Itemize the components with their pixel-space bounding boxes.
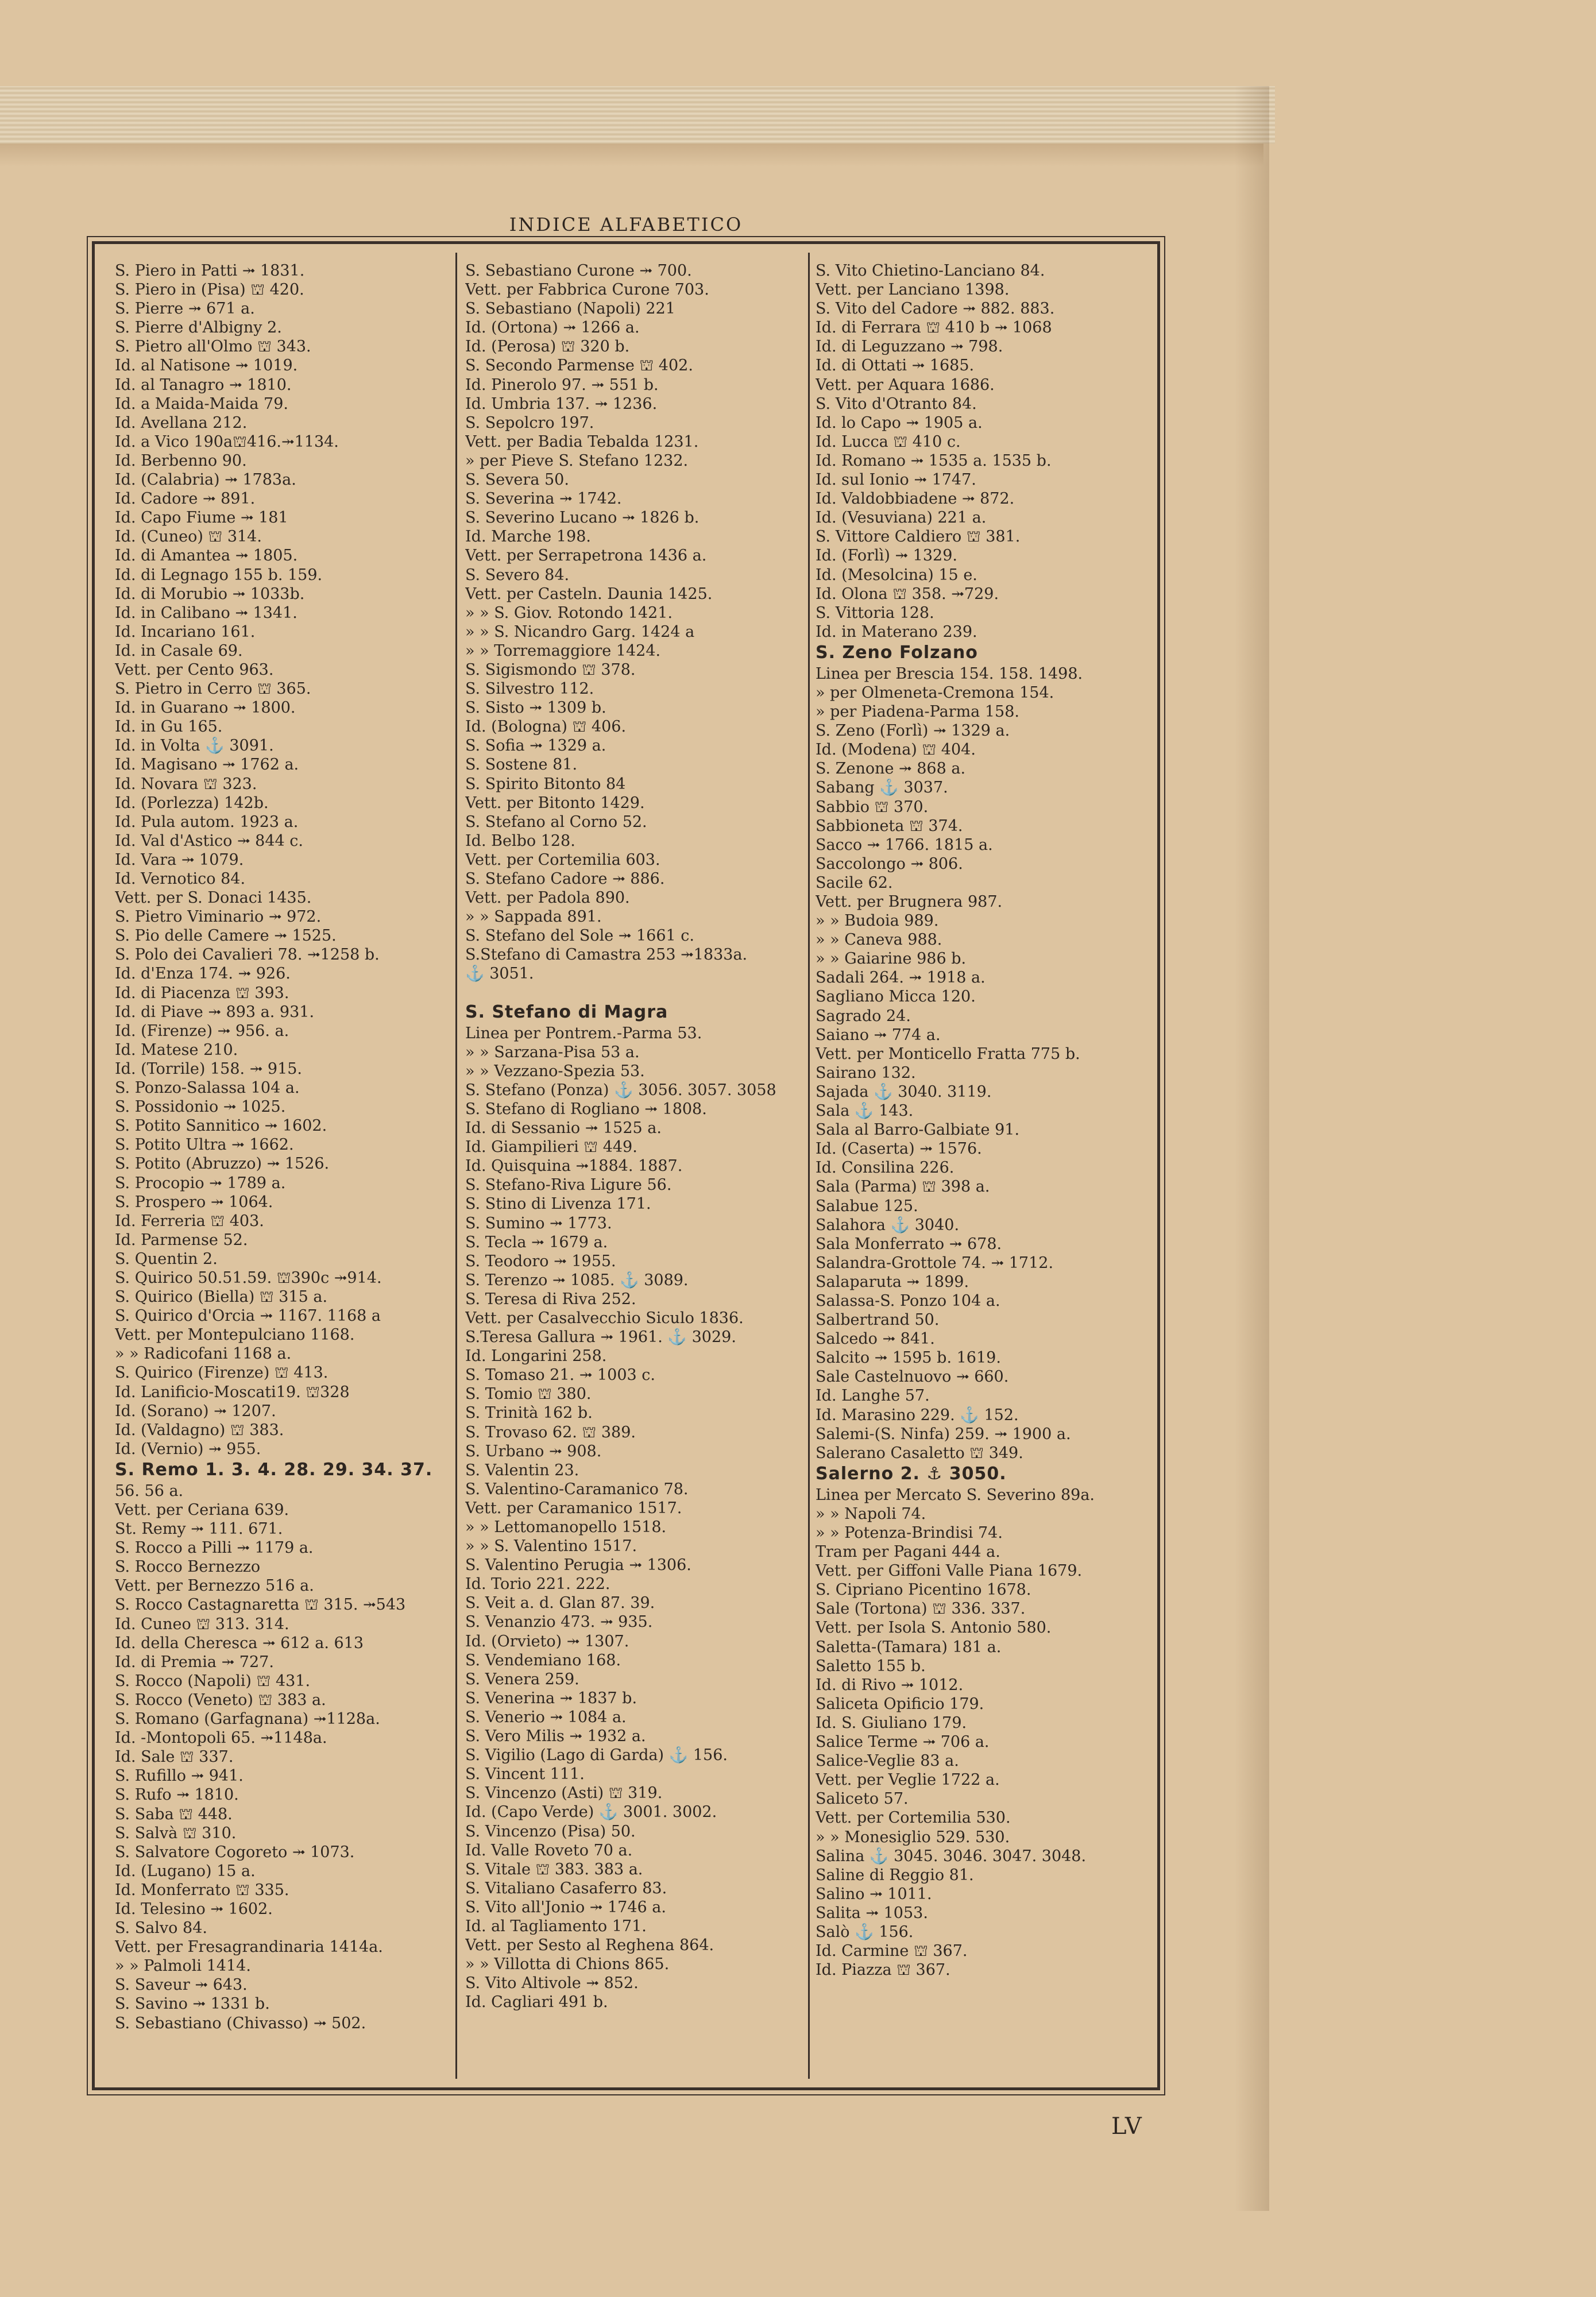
index-entry: S. Pierre d'Albigny 2.	[115, 319, 282, 337]
index-entry: S. Venerina ⤞ 1837 b.	[465, 1689, 637, 1707]
index-entry: S. Trinità 162 b.	[465, 1404, 593, 1422]
index-entry: S. Vittore Caldiero ⛫ 381.	[816, 528, 1021, 546]
index-entry: Salice Terme ⤞ 706 a.	[816, 1733, 990, 1751]
index-entry: S. Pierre ⤞ 671 a.	[115, 300, 255, 318]
index-entry: Id. in Gu 165.	[115, 718, 223, 736]
index-entry: Id. Marche 198.	[465, 528, 591, 546]
index-entry: Id. Vernotico 84.	[115, 870, 246, 888]
index-entry: Sale Castelnuovo ⤞ 660.	[816, 1368, 1009, 1386]
index-entry: Id. in Calibano ⤞ 1341.	[115, 604, 297, 622]
index-entry: Id. a Vico 190a⛫416.⤞1134.	[115, 432, 339, 451]
index-entry: S. Severo 84.	[465, 566, 570, 584]
index-entry: Salandra-Grottole 74. ⤞ 1712.	[816, 1254, 1054, 1272]
index-entry: Id. (Orvieto) ⤞ 1307.	[465, 1632, 629, 1650]
index-entry: Id. d'Enza 174. ⤞ 926.	[115, 965, 291, 983]
index-entry: S. Vitaliano Casaferro 83.	[465, 1879, 667, 1897]
index-entry: Id. (Mesolcina) 15 e.	[816, 566, 977, 584]
index-entry: Sala Monferrato ⤞ 678.	[816, 1235, 1002, 1253]
index-entry: Id. Cuneo ⛫ 313. 314.	[115, 1615, 289, 1633]
index-entry: Id. Lucca ⛫ 410 c.	[816, 432, 961, 451]
index-entry: Id. Matese 210.	[115, 1041, 238, 1059]
index-entry: Linea per Pontrem.-Parma 53.	[465, 1024, 702, 1042]
index-entry: Salcito ⤞ 1595 b. 1619.	[816, 1349, 1001, 1367]
index-entry: Id. (Firenze) ⤞ 956. a.	[115, 1022, 289, 1040]
index-entry: S. Saveur ⤞ 643.	[115, 1976, 248, 1994]
index-entry: Salerno 2. ⚓ 3050.	[816, 1463, 1007, 1484]
index-entry: Sabbio ⛫ 370.	[816, 798, 929, 816]
index-entry: Salice-Veglie 83 a.	[816, 1752, 959, 1770]
index-entry: S. Zeno (Forlì) ⤞ 1329 a.	[816, 722, 1010, 740]
index-entry: S. Pietro in Cerro ⛫ 365.	[115, 680, 311, 698]
page-edge-stack	[0, 86, 1275, 144]
index-entry: Id. Telesino ⤞ 1602.	[115, 1900, 273, 1918]
index-entry: Id. Giampilieri ⛫ 449.	[465, 1138, 637, 1157]
index-entry: S. Vito all'Jonio ⤞ 1746 a.	[465, 1898, 666, 1916]
index-entry: S. Ponzo-Salassa 104 a.	[115, 1079, 300, 1097]
index-entry: S. Tecla ⤞ 1679 a.	[465, 1233, 608, 1251]
index-entry: Id. Cagliari 491 b.	[465, 1993, 608, 2012]
index-entry: S. Polo dei Cavalieri 78. ⤞1258 b.	[115, 946, 380, 964]
index-entry: S. Vitale ⛫ 383. 383 a.	[465, 1860, 643, 1878]
index-entry: S. Severino Lucano ⤞ 1826 b.	[465, 509, 700, 527]
index-entry: » » S. Giov. Rotondo 1421.	[465, 604, 673, 622]
index-entry: Id. (Capo Verde) ⚓ 3001. 3002.	[465, 1803, 717, 1822]
index-entry: S. Stefano di Rogliano ⤞ 1808.	[465, 1100, 707, 1118]
index-entry: Saccolongo ⤞ 806.	[816, 854, 963, 873]
index-entry: Id. Berbenno 90.	[115, 451, 247, 470]
index-entry: Vett. per Lanciano 1398.	[816, 281, 1010, 299]
index-entry: S. Vito Altivole ⤞ 852.	[465, 1974, 639, 1993]
index-entry: Id. Marasino 229. ⚓ 152.	[816, 1406, 1019, 1424]
index-column-1	[115, 261, 448, 2087]
index-entry: S. Teodoro ⤞ 1955.	[465, 1252, 616, 1270]
index-entry: Id. Lanificio-Moscati19. ⛫328	[115, 1383, 350, 1401]
index-entry: Saline di Reggio 81.	[816, 1866, 974, 1884]
index-entry: S. Procopio ⤞ 1789 a.	[115, 1174, 286, 1192]
index-entry: Id. al Tanagro ⤞ 1810.	[115, 376, 292, 394]
index-entry: S.Stefano di Camastra 253 ⤞1833a.	[465, 946, 748, 964]
index-entry: Id. (Vesuviana) 221 a.	[816, 509, 987, 527]
index-entry: Id. di Rivo ⤞ 1012.	[816, 1676, 964, 1694]
index-entry: Id. Magisano ⤞ 1762 a.	[115, 756, 299, 774]
index-entry: » » Monesiglio 529. 530.	[816, 1828, 1010, 1846]
index-entry: S. Stefano di Magra	[465, 1001, 668, 1022]
index-entry: Vett. per Aquara 1686.	[816, 376, 995, 394]
index-entry: Id. Pula autom. 1923 a.	[115, 813, 299, 831]
index-entry: Id. di Ottati ⤞ 1685.	[816, 357, 975, 375]
index-entry: Id. sul Ionio ⤞ 1747.	[816, 471, 976, 489]
index-entry: S. Romano (Garfagnana) ⤞1128a.	[115, 1710, 380, 1728]
index-entry: Tram per Pagani 444 a.	[816, 1543, 1000, 1561]
index-entry: Id. (Torrile) 158. ⤞ 915.	[115, 1059, 303, 1078]
index-entry: S. Urbano ⤞ 908.	[465, 1442, 602, 1460]
index-entry: Vett. per Cento 963.	[115, 660, 274, 679]
index-entry: S.Teresa Gallura ⤞ 1961. ⚓ 3029.	[465, 1328, 736, 1347]
index-entry: Id. di Ferrara ⛫ 410 b ⤞ 1068	[816, 319, 1052, 337]
index-entry: Id. Ferreria ⛫ 403.	[115, 1212, 264, 1230]
index-entry: Id. (Caserta) ⤞ 1576.	[816, 1140, 982, 1158]
index-entry: Id. di Amantea ⤞ 1805.	[115, 547, 298, 565]
index-entry: Id. in Casale 69.	[115, 641, 243, 660]
index-entry: Id. Consilina 226.	[816, 1159, 954, 1177]
index-entry: S. Rufillo ⤞ 941.	[115, 1767, 244, 1785]
index-entry: Sadali 264. ⤞ 1918 a.	[816, 969, 986, 987]
index-entry: Id. in Guarano ⤞ 1800.	[115, 699, 296, 717]
index-entry: Id. al Natisone ⤞ 1019.	[115, 357, 298, 375]
index-entry: Id. (Porlezza) 142b.	[115, 794, 269, 812]
index-entry: Sacile 62.	[816, 873, 893, 892]
index-entry: S. Saba ⛫ 448.	[115, 1805, 233, 1823]
index-column-2	[465, 261, 804, 2087]
index-entry: » » Radicofani 1168 a.	[115, 1345, 292, 1363]
index-entry: Id. Incariano 161.	[115, 622, 256, 641]
index-entry: Vett. per Isola S. Antonio 580.	[816, 1619, 1052, 1637]
index-entry: S. Piero in (Pisa) ⛫ 420.	[115, 281, 304, 299]
index-entry: S. Rocco (Veneto) ⛫ 383 a.	[115, 1691, 326, 1709]
index-entry: Salemi-(S. Ninfa) 259. ⤞ 1900 a.	[816, 1425, 1071, 1443]
index-entry: Id. -Montopoli 65. ⤞1148a.	[115, 1729, 327, 1747]
index-entry: Id. Piazza ⛫ 367.	[816, 1961, 950, 1979]
index-entry: Id. di Leguzzano ⤞ 798.	[816, 338, 1003, 356]
index-entry: S. Prospero ⤞ 1064.	[115, 1193, 273, 1211]
index-entry: S. Quirico 50.51.59. ⛫390c ⤞914.	[115, 1269, 382, 1287]
index-entry: S. Tomaso 21. ⤞ 1003 c.	[465, 1366, 655, 1385]
index-entry: S. Pio delle Camere ⤞ 1525.	[115, 927, 337, 945]
index-entry: » per Piadena-Parma 158.	[816, 703, 1019, 721]
index-entry: S. Piero in Patti ⤞ 1831.	[115, 262, 305, 280]
index-entry: Id. Valle Roveto 70 a.	[465, 1841, 633, 1859]
index-entry: Id. (Modena) ⛫ 404.	[816, 741, 976, 759]
index-entry: Salcedo ⤞ 841.	[816, 1330, 935, 1348]
index-entry: S. Severa 50.	[465, 471, 569, 489]
index-entry: » » Lettomanopello 1518.	[465, 1518, 667, 1536]
index-entry: S. Sebastiano Curone ⤞ 700.	[465, 262, 692, 280]
index-entry: S. Vincent 111.	[465, 1765, 585, 1784]
index-entry: Id. (Calabria) ⤞ 1783a.	[115, 471, 296, 489]
index-entry: Vett. per Montepulciano 1168.	[115, 1326, 355, 1344]
index-entry: 56. 56 a.	[115, 1482, 184, 1500]
index-entry: S. Silvestro 112.	[465, 680, 594, 698]
index-entry: S. Valentino-Caramanico 78.	[465, 1480, 689, 1498]
index-entry: Id. di Sessanio ⤞ 1525 a.	[465, 1119, 662, 1138]
index-entry: St. Remy ⤞ 111. 671.	[115, 1520, 283, 1538]
index-entry: Id. (Bologna) ⛫ 406.	[465, 718, 627, 736]
index-entry: S. Zeno Folzano	[816, 642, 978, 663]
index-entry: S. Vito del Cadore ⤞ 882. 883.	[816, 300, 1055, 318]
index-entry: Id. (Lugano) 15 a.	[115, 1862, 256, 1880]
index-entry: S. Terenzo ⤞ 1085. ⚓ 3089.	[465, 1271, 689, 1289]
index-entry: Id. Romano ⤞ 1535 a. 1535 b.	[816, 451, 1052, 470]
page-fold-shadow	[0, 144, 1263, 167]
index-entry: Vett. per Caramanico 1517.	[465, 1499, 682, 1517]
index-entry: S. Vero Milis ⤞ 1932 a.	[465, 1727, 646, 1746]
index-entry: Id. Parmense 52.	[115, 1231, 248, 1249]
index-entry: S. Quirico (Firenze) ⛫ 413.	[115, 1364, 329, 1382]
index-entry: Linea per Mercato S. Severino 89a.	[816, 1486, 1095, 1504]
index-entry: S. Severina ⤞ 1742.	[465, 490, 622, 508]
index-entry: S. Sebastiano (Chivasso) ⤞ 502.	[115, 2014, 366, 2032]
index-entry: S. Teresa di Riva 252.	[465, 1290, 636, 1308]
index-entry: S. Sisto ⤞ 1309 b.	[465, 699, 606, 717]
index-entry: S. Vendemiano 168.	[465, 1651, 621, 1669]
index-entry: Salina ⚓ 3045. 3046. 3047. 3048.	[816, 1847, 1087, 1865]
index-entry: S. Rocco Bernezzo	[115, 1558, 261, 1576]
index-entry: » » Villotta di Chions 865.	[465, 1955, 670, 1974]
index-entry: Id. (Forlì) ⤞ 1329.	[816, 547, 957, 565]
index-entry: S. Remo 1. 3. 4. 28. 29. 34. 37.	[115, 1459, 433, 1480]
index-entry: Vett. per Sesto al Reghena 864.	[465, 1936, 714, 1955]
index-entry: Id. Capo Fiume ⤞ 181	[115, 509, 288, 527]
index-entry: Sairano 132.	[816, 1064, 916, 1082]
index-column-3	[816, 261, 1154, 2087]
index-entry: Saliceto 57.	[816, 1790, 909, 1808]
index-entry: Salò ⚓ 156.	[816, 1923, 914, 1941]
index-entry: Salerano Casaletto ⛫ 349.	[816, 1444, 1023, 1462]
column-rule-2	[808, 253, 810, 2079]
index-entry: Vett. per Serrapetrona 1436 a.	[465, 547, 707, 565]
index-entry: Id. di Premia ⤞ 727.	[115, 1653, 274, 1671]
index-entry: Sacco ⤞ 1766. 1815 a.	[816, 836, 993, 854]
index-entry: Vett. per Brugnera 987.	[816, 893, 1003, 911]
index-entry: Id. Monferrato ⛫ 335.	[115, 1881, 289, 1899]
index-entry: S. Stefano al Corno 52.	[465, 813, 647, 831]
index-entry: S. Salvatore Cogoreto ⤞ 1073.	[115, 1843, 355, 1861]
index-entry: Id. in Volta ⚓ 3091.	[115, 737, 274, 755]
index-entry: Id. Val d'Astico ⤞ 844 c.	[115, 832, 303, 850]
index-entry: S. Stefano Cadore ⤞ 886.	[465, 870, 665, 888]
index-entry: Vett. per Cortemilia 603.	[465, 850, 660, 869]
column-rule-1	[455, 253, 457, 2079]
index-entry: Id. Longarini 258.	[465, 1347, 607, 1366]
index-entry: S. Rocco (Napoli) ⛫ 431.	[115, 1672, 311, 1690]
index-entry: Id. (Vernio) ⤞ 955.	[115, 1440, 261, 1458]
index-entry: S. Quentin 2.	[115, 1250, 218, 1268]
index-entry: Sabang ⚓ 3037.	[816, 779, 948, 797]
index-entry: S. Vittoria 128.	[816, 604, 934, 622]
index-entry: S. Vito d'Otranto 84.	[816, 395, 977, 413]
index-entry: Id. Umbria 137. ⤞ 1236.	[465, 395, 658, 413]
index-entry: Sagliano Micca 120.	[816, 988, 976, 1006]
index-entry: S. Valentino Perugia ⤞ 1306.	[465, 1556, 691, 1575]
index-entry: Id. Avellana 212.	[115, 413, 248, 432]
index-entry: Vett. per Fresagrandinaria 1414a.	[115, 1938, 383, 1956]
index-entry: S. Possidonio ⤞ 1025.	[115, 1098, 286, 1116]
index-entry: S. Sostene 81.	[465, 756, 578, 774]
index-entry: » » Torremaggiore 1424.	[465, 641, 661, 660]
index-entry: Id. Carmine ⛫ 367.	[816, 1942, 968, 1960]
index-entry: S. Sofia ⤞ 1329 a.	[465, 737, 606, 755]
index-entry: S. Vincenzo (Asti) ⛫ 319.	[465, 1784, 663, 1803]
index-entry: Saletto 155 b.	[816, 1657, 926, 1675]
index-entry: S. Rocco Castagnaretta ⛫ 315. ⤞543	[115, 1596, 406, 1614]
index-entry: Vett. per Casalvecchio Siculo 1836.	[465, 1309, 744, 1327]
index-entry: » » Budoia 989.	[816, 912, 939, 930]
index-entry: Id. in Materano 239.	[816, 622, 977, 641]
index-entry: Vett. per Veglie 1722 a.	[816, 1771, 1000, 1789]
index-entry: » » Palmoli 1414.	[115, 1957, 251, 1975]
index-entry: S. Venera 259.	[465, 1670, 579, 1688]
index-entry: S. Sigismondo ⛫ 378.	[465, 660, 636, 679]
running-head: INDICE ALFABETICO	[509, 214, 743, 235]
index-entry: S. Pietro Viminario ⤞ 972.	[115, 908, 322, 926]
index-entry: Id. Quisquina ⤞1884. 1887.	[465, 1157, 683, 1175]
index-entry: S. Venanzio 473. ⤞ 935.	[465, 1613, 653, 1631]
index-entry: Id. della Cheresca ⤞ 612 a. 613	[115, 1634, 364, 1652]
index-entry: S. Potito (Abruzzo) ⤞ 1526.	[115, 1155, 330, 1173]
index-entry: Id. di Piacenza ⛫ 393.	[115, 984, 289, 1002]
index-entry: S. Stefano del Sole ⤞ 1661 c.	[465, 927, 694, 945]
index-entry: Saliceta Opificio 179.	[816, 1695, 984, 1713]
index-entry: Linea per Brescia 154. 158. 1498.	[816, 664, 1083, 683]
index-entry: Id. (Sorano) ⤞ 1207.	[115, 1402, 276, 1420]
index-entry: Sajada ⚓ 3040. 3119.	[816, 1082, 992, 1101]
index-entry: Sala ⚓ 143.	[816, 1102, 914, 1120]
index-entry: Salabue 125.	[816, 1197, 918, 1215]
index-entry: Id. (Ortona) ⤞ 1266 a.	[465, 319, 640, 337]
index-entry: Id. Vara ⤞ 1079.	[115, 850, 244, 869]
index-entry: S. Sepolcro 197.	[465, 413, 594, 432]
index-entry: Id. a Maida-Maida 79.	[115, 395, 288, 413]
index-entry: Id. Pinerolo 97. ⤞ 551 b.	[465, 376, 659, 394]
index-entry: Id. (Perosa) ⛫ 320 b.	[465, 338, 630, 356]
index-entry	[465, 984, 804, 1001]
index-entry: S. Rufo ⤞ 1810.	[115, 1786, 239, 1804]
index-entry: » » S. Valentino 1517.	[465, 1537, 637, 1556]
index-entry: Vett. per Monticello Fratta 775 b.	[816, 1045, 1080, 1063]
index-entry: S. Tomio ⛫ 380.	[465, 1385, 592, 1403]
index-entry: S. Sumino ⤞ 1773.	[465, 1214, 612, 1232]
index-entry: Salita ⤞ 1053.	[816, 1904, 928, 1922]
index-entry: Id. lo Capo ⤞ 1905 a.	[816, 413, 983, 432]
index-entry: S. Valentin 23.	[465, 1461, 579, 1479]
index-entry: S. Secondo Parmense ⛫ 402.	[465, 357, 693, 375]
index-entry: Id. Langhe 57.	[816, 1387, 930, 1405]
index-entry: Sala al Barro-Galbiate 91.	[816, 1121, 1020, 1139]
index-entry: S. Vigilio (Lago di Garda) ⚓ 156.	[465, 1746, 728, 1765]
index-entry: S. Stino di Livenza 171.	[465, 1195, 651, 1213]
index-entry: » » Gaiarine 986 b.	[816, 950, 967, 968]
index-entry: Id. S. Giuliano 179.	[816, 1714, 967, 1732]
index-entry: S. Vito Chietino-Lanciano 84.	[816, 262, 1045, 280]
index-entry: » » S. Nicandro Garg. 1424 a	[465, 622, 695, 641]
index-entry: Id. (Valdagno) ⛫ 383.	[115, 1421, 284, 1439]
index-entry: S. Zenone ⤞ 868 a.	[816, 760, 966, 778]
index-entry: Vett. per Giffoni Valle Piana 1679.	[816, 1562, 1083, 1580]
index-entry: Salbertrand 50.	[816, 1311, 940, 1329]
index-entry: Saiano ⤞ 774 a.	[816, 1026, 941, 1044]
index-entry: Vett. per Cortemilia 530.	[816, 1809, 1011, 1827]
index-entry: S. Sebastiano (Napoli) 221	[465, 300, 675, 318]
index-entry: Vett. per Ceriana 639.	[115, 1501, 289, 1519]
index-entry: Id. Sale ⛫ 337.	[115, 1748, 234, 1766]
index-entry: Vett. per Padola 890.	[465, 889, 630, 907]
index-entry: Id. Olona ⛫ 358. ⤞729.	[816, 585, 999, 603]
index-entry: Vett. per Casteln. Daunia 1425.	[465, 585, 713, 603]
page-folio: LV	[1111, 2113, 1143, 2140]
index-entry: Id. Valdobbiadene ⤞ 872.	[816, 490, 1015, 508]
index-entry: S. Quirico (Biella) ⛫ 315 a.	[115, 1288, 328, 1306]
index-entry: » » Potenza-Brindisi 74.	[816, 1524, 1003, 1542]
page-gutter-shadow	[1235, 86, 1269, 2211]
index-entry: Id. di Morubio ⤞ 1033b.	[115, 585, 305, 603]
index-entry: Vett. per Bernezzo 516 a.	[115, 1577, 314, 1595]
index-entry: S. Spirito Bitonto 84	[465, 775, 626, 793]
index-entry: Id. Torio 221. 222.	[465, 1575, 610, 1594]
index-entry: S. Salvo 84.	[115, 1919, 207, 1938]
index-entry: » » Vezzano-Spezia 53.	[465, 1062, 645, 1080]
index-entry: S. Rocco a Pilli ⤞ 1179 a.	[115, 1539, 314, 1557]
index-entry: S. Pietro all'Olmo ⛫ 343.	[115, 338, 311, 356]
index-entry: Sagrado 24.	[816, 1007, 911, 1025]
index-entry: Vett. per Badia Tebalda 1231.	[465, 432, 699, 451]
index-entry: S. Cipriano Picentino 1678.	[816, 1581, 1031, 1599]
index-entry: S. Trovaso 62. ⛫ 389.	[465, 1423, 636, 1441]
index-entry: » » Sarzana-Pisa 53 a.	[465, 1043, 640, 1061]
index-entry: Salassa-S. Ponzo 104 a.	[816, 1291, 1000, 1310]
index-entry: S. Vincenzo (Pisa) 50.	[465, 1822, 636, 1840]
index-entry: » per Olmeneta-Cremona 154.	[816, 683, 1054, 702]
index-entry: Id. (Cuneo) ⛫ 314.	[115, 528, 262, 546]
index-entry: S. Stefano (Ponza) ⚓ 3056. 3057. 3058	[465, 1081, 776, 1099]
index-entry: Id. Belbo 128.	[465, 832, 575, 850]
index-entry: Sale (Tortona) ⛫ 336. 337.	[816, 1600, 1026, 1618]
index-entry: S. Savino ⤞ 1331 b.	[115, 1995, 270, 2013]
index-entry: » » Caneva 988.	[816, 931, 942, 949]
index-entry: Vett. per Fabbrica Curone 703.	[465, 281, 709, 299]
index-entry: Id. al Tagliamento 171.	[465, 1917, 647, 1935]
index-entry: Sala (Parma) ⛫ 398 a.	[816, 1178, 990, 1196]
index-entry: » per Pieve S. Stefano 1232.	[465, 451, 689, 470]
index-entry: S. Quirico d'Orcia ⤞ 1167. 1168 a	[115, 1307, 381, 1325]
index-entry: Salahora ⚓ 3040.	[816, 1216, 960, 1234]
index-entry: Id. di Legnago 155 b. 159.	[115, 566, 323, 584]
index-entry: Vett. per Bitonto 1429.	[465, 794, 645, 812]
index-entry: Id. di Piave ⤞ 893 a. 931.	[115, 1003, 315, 1021]
index-entry: S. Stefano-Riva Ligure 56.	[465, 1176, 672, 1194]
index-entry: Id. Cadore ⤞ 891.	[115, 490, 256, 508]
index-entry: Vett. per S. Donaci 1435.	[115, 889, 312, 907]
index-entry: S. Salvà ⛫ 310.	[115, 1824, 237, 1842]
index-entry: S. Potito Ultra ⤞ 1662.	[115, 1136, 294, 1154]
index-entry: » » Sappada 891.	[465, 908, 602, 926]
index-entry: S. Potito Sannitico ⤞ 1602.	[115, 1117, 327, 1135]
index-entry: Salino ⤞ 1011.	[816, 1885, 932, 1903]
index-entry: S. Veit a. d. Glan 87. 39.	[465, 1594, 655, 1612]
index-entry: Id. Novara ⛫ 323.	[115, 775, 257, 793]
index-entry: S. Venerio ⤞ 1084 a.	[465, 1708, 627, 1726]
index-entry: Saletta-(Tamara) 181 a.	[816, 1638, 1002, 1656]
index-entry: » » Napoli 74.	[816, 1505, 926, 1523]
index-entry: Salaparuta ⤞ 1899.	[816, 1273, 969, 1291]
index-entry: Sabbioneta ⛫ 374.	[816, 817, 963, 835]
index-entry: ⚓ 3051.	[465, 965, 534, 983]
